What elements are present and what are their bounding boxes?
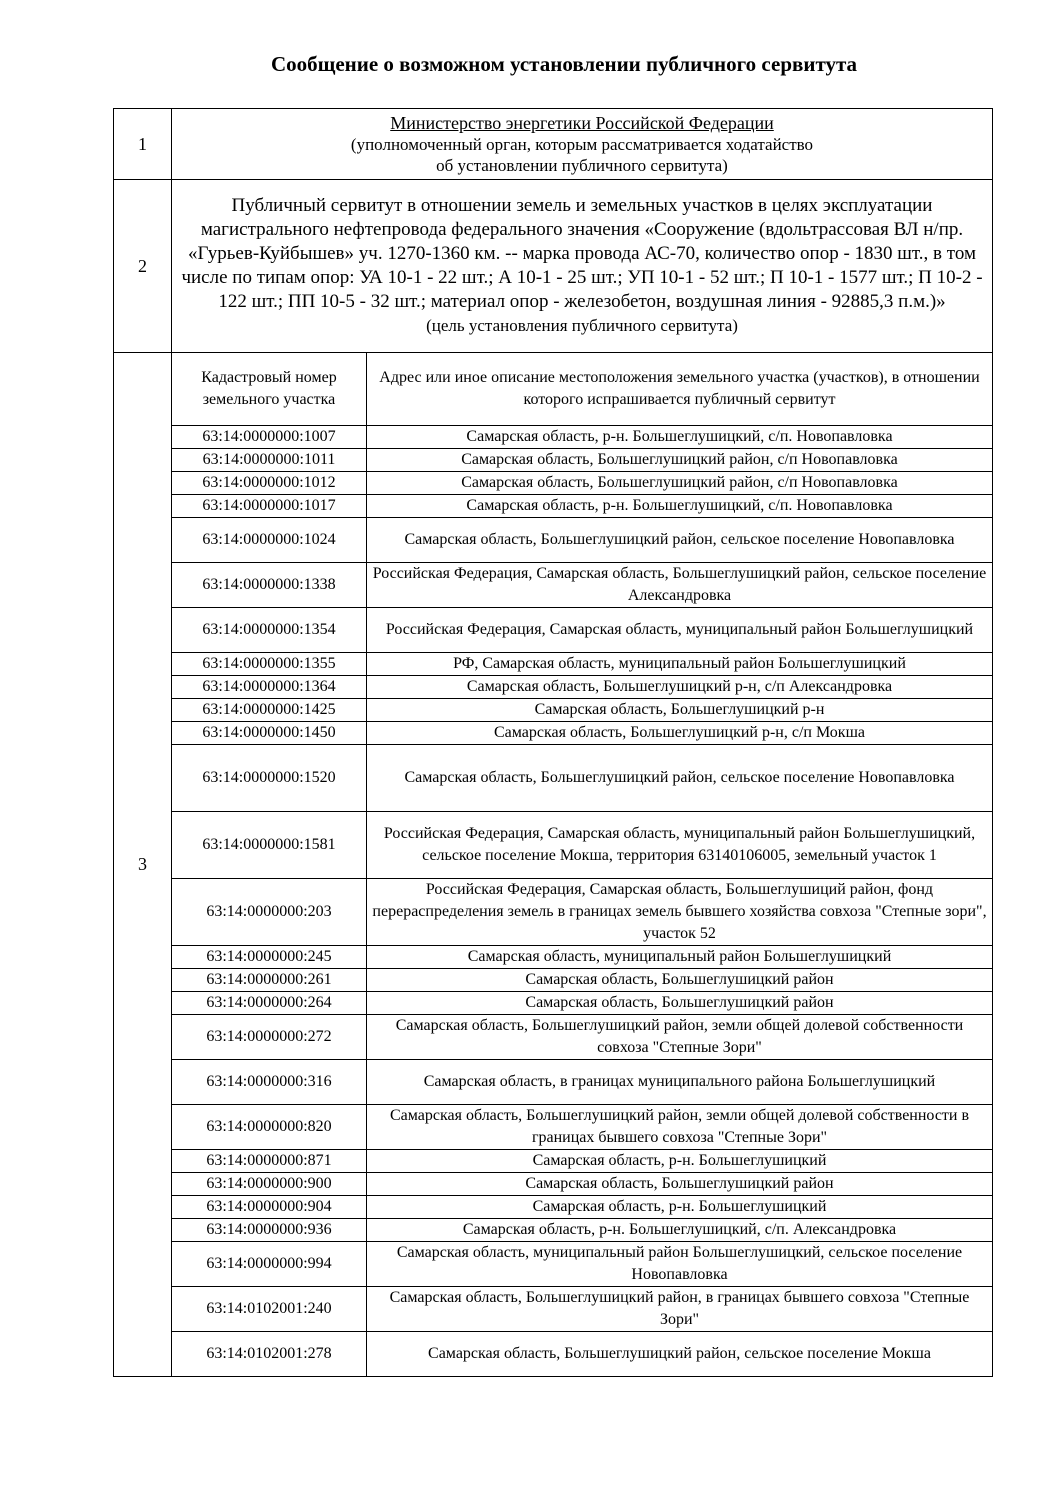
- parcel-row: [172, 1219, 992, 1242]
- parcel-cadastral-number: 63:14:0102001:240: [172, 1287, 367, 1332]
- parcel-cadastral-number: 63:14:0000000:1364: [172, 676, 367, 699]
- parcel-address: Самарская область, Большеглушицкий район, земли общей долевой собственности совхоза "Степные Зори": [367, 1015, 993, 1060]
- parcels-cell: [172, 353, 993, 1377]
- parcel-row: [172, 946, 992, 969]
- parcel-cadastral-number: 63:14:0000000:1581: [172, 812, 367, 879]
- parcel-address: Самарская область, Большеглушицкий р-н, с/п Александровка: [367, 676, 993, 699]
- parcel-address: Российская Федерация, Самарская область, Большеглушиций район, фонд перераспределения земель в границах земель бывшего хозяйства совхоза "Степные зори", участок 52: [367, 879, 993, 946]
- parcel-row: [172, 449, 992, 472]
- parcel-row: [172, 1196, 992, 1219]
- parcel-address: Самарская область, Большеглушицкий район: [367, 969, 993, 992]
- parcel-row: [172, 969, 992, 992]
- parcel-cadastral-number: 63:14:0000000:1338: [172, 563, 367, 608]
- parcel-address: Самарская область, Большеглушицкий район: [367, 992, 993, 1015]
- parcel-cadastral-number: 63:14:0000000:1354: [172, 608, 367, 653]
- parcel-row: [172, 992, 992, 1015]
- authority-cell: [172, 109, 993, 180]
- parcel-cadastral-number: 63:14:0000000:900: [172, 1173, 367, 1196]
- parcel-address: Самарская область, муниципальный район Большеглушицкий, сельское поселение Новопавловка: [367, 1242, 993, 1287]
- parcel-address: Самарская область, Большеглушицкий район, сельское поселение Новопавловка: [367, 518, 993, 563]
- header-cadastral: Кадастровый номер земельного участка: [172, 353, 367, 426]
- parcel-row: [172, 426, 992, 449]
- parcel-cadastral-number: 63:14:0000000:1017: [172, 495, 367, 518]
- parcel-cadastral-number: 63:14:0000000:203: [172, 879, 367, 946]
- parcel-row: [172, 1287, 992, 1332]
- parcel-address: Самарская область, Большеглушицкий р-н, с/п Мокша: [367, 722, 993, 745]
- parcel-address: Самарская область, р-н. Большеглушицкий: [367, 1150, 993, 1173]
- parcel-cadastral-number: 63:14:0000000:1520: [172, 745, 367, 812]
- parcel-row: [172, 1105, 992, 1150]
- document-title: Сообщение о возможном установлении публичного сервитута: [270, 52, 858, 76]
- parcel-row: [172, 608, 992, 653]
- parcel-address: РФ, Самарская область, муниципальный район Большеглушицкий: [367, 653, 993, 676]
- parcel-cadastral-number: 63:14:0000000:904: [172, 1196, 367, 1219]
- purpose-cell: [172, 180, 993, 353]
- parcel-row: [172, 699, 992, 722]
- parcel-cadastral-number: 63:14:0000000:245: [172, 946, 367, 969]
- row-number: 1: [114, 109, 172, 180]
- parcel-address: Российская Федерация, Самарская область, муниципальный район Большеглушицкий, сельское поселение Мокша, территория 63140106005, земельный участок 1: [367, 812, 993, 879]
- parcel-cadastral-number: 63:14:0000000:272: [172, 1015, 367, 1060]
- authority-note-line2: об установлении публичного сервитута): [436, 155, 728, 175]
- parcel-address: Самарская область, Большеглушицкий район, в границах бывшего совхоза "Степные Зори": [367, 1287, 993, 1332]
- parcel-cadastral-number: 63:14:0000000:1024: [172, 518, 367, 563]
- parcel-row: [172, 563, 992, 608]
- parcel-address: Самарская область, муниципальный район Большеглушицкий: [367, 946, 993, 969]
- parcel-address: Самарская область, Большеглушицкий район, с/п Новопавловка: [367, 449, 993, 472]
- row-parcels: [114, 353, 993, 1377]
- parcel-row: [172, 879, 992, 946]
- parcel-row: [172, 676, 992, 699]
- parcel-address: Самарская область, Большеглушицкий район, сельское поселение Мокша: [367, 1332, 993, 1377]
- parcel-row: [172, 722, 992, 745]
- authority-name: Министерство энергетики Российской Федерации: [390, 112, 774, 133]
- parcels-table: [172, 353, 992, 1376]
- parcel-row: [172, 1332, 992, 1377]
- parcel-cadastral-number: 63:14:0000000:316: [172, 1060, 367, 1105]
- parcel-address: Российская Федерация, Самарская область, муниципальный район Большеглушицкий: [367, 608, 993, 653]
- parcel-cadastral-number: 63:14:0000000:994: [172, 1242, 367, 1287]
- parcel-cadastral-number: 63:14:0000000:871: [172, 1150, 367, 1173]
- parcel-row: [172, 472, 992, 495]
- parcel-address: Самарская область, Большеглушицкий р-н: [367, 699, 993, 722]
- purpose-note: (цель установления публичного сервитута): [426, 316, 738, 335]
- header-address: Адрес или иное описание местоположения земельного участка (участков), в отношении которого испрашивается публичный сервитут: [367, 353, 993, 426]
- parcel-cadastral-number: 63:14:0000000:936: [172, 1219, 367, 1242]
- parcel-row: [172, 1150, 992, 1173]
- parcel-address: Самарская область, р-н. Большеглушицкий, с/п. Александровка: [367, 1219, 993, 1242]
- parcels-header-row: [172, 353, 992, 426]
- parcel-cadastral-number: 63:14:0000000:1007: [172, 426, 367, 449]
- parcel-row: [172, 1173, 992, 1196]
- servitude-table: [113, 108, 993, 1377]
- parcel-row: [172, 1015, 992, 1060]
- parcel-cadastral-number: 63:14:0000000:1450: [172, 722, 367, 745]
- parcel-row: [172, 518, 992, 563]
- parcel-cadastral-number: 63:14:0000000:261: [172, 969, 367, 992]
- parcel-row: [172, 745, 992, 812]
- parcel-cadastral-number: 63:14:0000000:264: [172, 992, 367, 1015]
- row-purpose: [114, 180, 993, 353]
- parcel-cadastral-number: 63:14:0000000:1425: [172, 699, 367, 722]
- parcel-row: [172, 1242, 992, 1287]
- parcel-cadastral-number: 63:14:0000000:1011: [172, 449, 367, 472]
- authority-note-line1: (уполномоченный орган, которым рассматривается ходатайство: [350, 134, 814, 154]
- row-number: 2: [114, 180, 172, 353]
- parcel-address: Самарская область, Большеглушицкий район, с/п Новопавловка: [367, 472, 993, 495]
- row-number: 3: [114, 353, 172, 1377]
- parcel-row: [172, 1060, 992, 1105]
- parcel-address: Самарская область, р-н. Большеглушицкий, с/п. Новопавловка: [367, 495, 993, 518]
- parcel-address: Самарская область, р-н. Большеглушицкий, с/п. Новопавловка: [367, 426, 993, 449]
- parcel-address: Самарская область, Большеглушицкий район, сельское поселение Новопавловка: [367, 745, 993, 812]
- parcel-cadastral-number: 63:14:0102001:278: [172, 1332, 367, 1377]
- parcel-cadastral-number: 63:14:0000000:820: [172, 1105, 367, 1150]
- parcel-address: Российская Федерация, Самарская область, Большеглушицкий район, сельское поселение Александровка: [367, 563, 993, 608]
- parcel-row: [172, 653, 992, 676]
- parcel-cadastral-number: 63:14:0000000:1355: [172, 653, 367, 676]
- parcel-address: Самарская область, р-н. Большеглушицкий: [367, 1196, 993, 1219]
- parcel-address: Самарская область, в границах муниципального района Большеглушицкий: [367, 1060, 993, 1105]
- parcel-address: Самарская область, Большеглушицкий район: [367, 1173, 993, 1196]
- parcel-cadastral-number: 63:14:0000000:1012: [172, 472, 367, 495]
- row-authority: [114, 109, 993, 180]
- parcel-address: Самарская область, Большеглушицкий район, земли общей долевой собственности в границах бывшего совхоза "Степные Зори": [367, 1105, 993, 1150]
- parcel-row: [172, 495, 992, 518]
- parcel-row: [172, 812, 992, 879]
- purpose-text: Публичный сервитут в отношении земель и земельных участков в целях эксплуатации магистрального нефтепровода федерального значения «Сооружение (вдольтрассовая ВЛ н/пр. «Гурьев-Куйбышев» уч. 1270-1360 км. -- марка провода АС-70, количество опор - 1830 шт., в том числе по типам опор: УА 10-1 - 22 шт.; А 10-1 - 25 шт.; УП 10-1 - 52 шт.; П 10-1 - 1577 шт.; П 10-2 - 122 шт.; ПП 10-5 - 32 шт.; материал опор - железобетон, воздушная линия - 92885,3 п.м.)»: [181, 195, 983, 312]
